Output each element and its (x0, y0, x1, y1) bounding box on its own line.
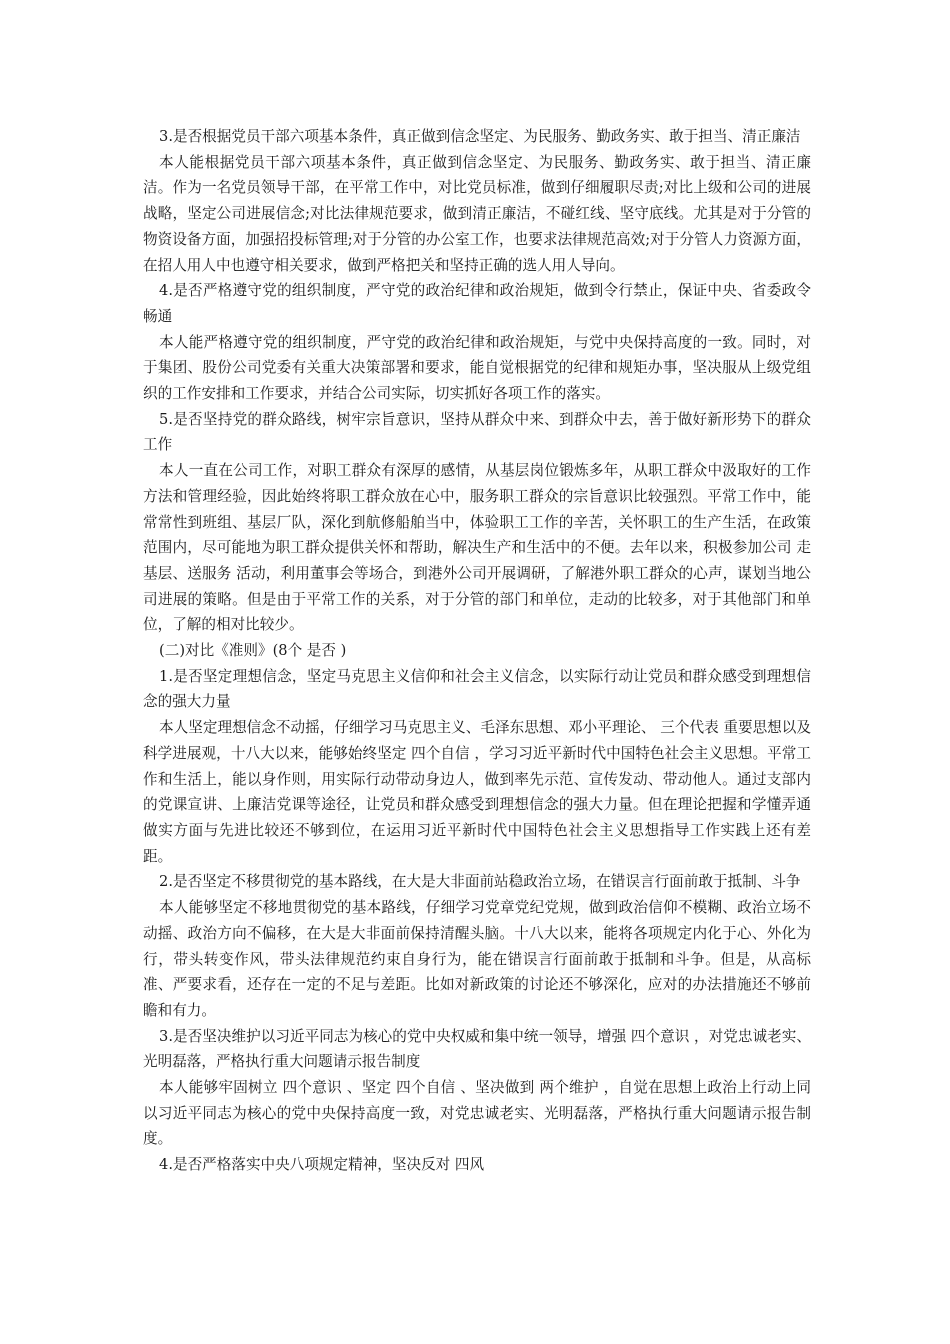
section-heading-guidelines: (二)对比《准则》(8个 是否 ) (159, 642, 347, 660)
question-heading-3: 3.是否根据党员干部六项基本条件，真正做到信念坚定、为民服务、勤政务实、敢于担当、清正廉洁 (159, 128, 801, 145)
question-heading-4: 4.是否严格遵守党的组织制度，严守党的政治纪律和政治规矩，做到令行禁止，保证中央、省委政令畅通 (143, 282, 811, 325)
document-body (143, 124, 811, 1178)
guideline-answer-2: 本人能够坚定不移地贯彻党的基本路线，仔细学习党章党纪党规，做到政治信仰不模糊、政治立场不动摇、政治方向不偏移，在大是大非面前保持清醒头脑。十八大以来，能将各项规定内化于心、外化为行，带头转变作风，带头法律规范约束自身行为，能在错误言行面前敢于抵制和斗争。但是，从高标准、严要求看，还存在一定的不足与差距。比如对新政策的讨论还不够深化，应对的办法措施还不够前瞻和有力。 (143, 899, 811, 1019)
answer-paragraph-5: 本人一直在公司工作，对职工群众有深厚的感情，从基层岗位锻炼多年，从职工群众中汲取好的工作方法和管理经验，因此始终将职工群众放在心中，服务职工群众的宗旨意识比较强烈。平常工作中，能常常性到班组、基层厂队，深化到航修船舶当中，体验职工工作的辛苦，关怀职工的生产生活，在政策范围内，尽可能地为职工群众提供关怀和帮助，解决生产和生活中的不便。去年以来，积极参加公司 走基层、送服务 活动，利用董事会等场合，到港外公司开展调研，了解港外职工群众的心声，谋划当地公司进展的策略。但是由于平常工作的关系，对于分管的部门和单位，走动的比较多，对于其他部门和单位，了解的相对比较少。 (143, 462, 811, 634)
answer-paragraph-3: 本人能根据党员干部六项基本条件，真正做到信念坚定、为民服务、勤政务实、敢于担当、清正廉洁。作为一名党员领导干部，在平常工作中，对比党员标准，做到仔细履职尽责;对比上级和公司的进展战略，坚定公司进展信念;对比法律规范要求，做到清正廉洁，不碰红线、坚守底线。尤其是对于分管的物资设备方面，加强招投标管理;对于分管的办公室工作，也要求法律规范高效;对于分管人力资源方面，在招人用人中也遵守相关要求，做到严格把关和坚持正确的选人用人导向。 (143, 153, 811, 274)
guideline-question-2: 2.是否坚定不移贯彻党的基本路线，在大是大非面前站稳政治立场，在错误言行面前敢于抵制、斗争 (159, 873, 801, 891)
guideline-question-3: 3.是否坚决维护以习近平同志为核心的党中央权威和集中统一领导，增强 四个意识 ，对党忠诚老实、光明磊落，严格执行重大问题请示报告制度 (143, 1027, 811, 1071)
question-heading-5: 5.是否坚持党的群众路线，树牢宗旨意识，坚持从群众中来、到群众中去，善于做好新形势下的群众工作 (143, 410, 811, 454)
guideline-question-1: 1.是否坚定理想信念，坚定马克思主义信仰和社会主义信念，以实际行动让党员和群众感受到理想信念的强大力量 (143, 667, 811, 711)
answer-paragraph-4: 本人能严格遵守党的组织制度，严守党的政治纪律和政治规矩，与党中央保持高度的一致。同时，对于集团、股份公司党委有关重大决策部署和要求，能自觉根据党的纪律和规矩办事，坚决服从上级党组织的工作安排和工作要求，并结合公司实际，切实抓好各项工作的落实。 (143, 333, 811, 403)
guideline-question-4: 4.是否严格落实中央八项规定精神，坚决反对 四风 (159, 1156, 485, 1174)
guideline-answer-1: 本人坚定理想信念不动摇，仔细学习马克思主义、毛泽东思想、邓小平理论、 三个代表 重要思想以及科学进展观，十八大以来，能够始终坚定 四个自信 ，学习习近平新时代中国特色社会主义思想。平常工作和生活上，能以身作则，用实际行动带动身边人，做到率先示范、宣传发动、带动他人。通过支部内的党课宣讲、上廉洁党课等途径，让党员和群众感受到理想信念的强大力量。但在理论把握和学懂弄通做实方面与先进比较还不够到位，在运用习近平新时代中国特色社会主义思想指导工作实践上还有差距。 (143, 719, 811, 865)
guideline-answer-3: 本人能够牢固树立 四个意识 、坚定 四个自信 、坚决做到 两个维护 ，自觉在思想上政治上行动上同以习近平同志为核心的党中央保持高度一致，对党忠诚老实、光明磊落，严格执行重大问题请示报告制度。 (143, 1079, 811, 1148)
